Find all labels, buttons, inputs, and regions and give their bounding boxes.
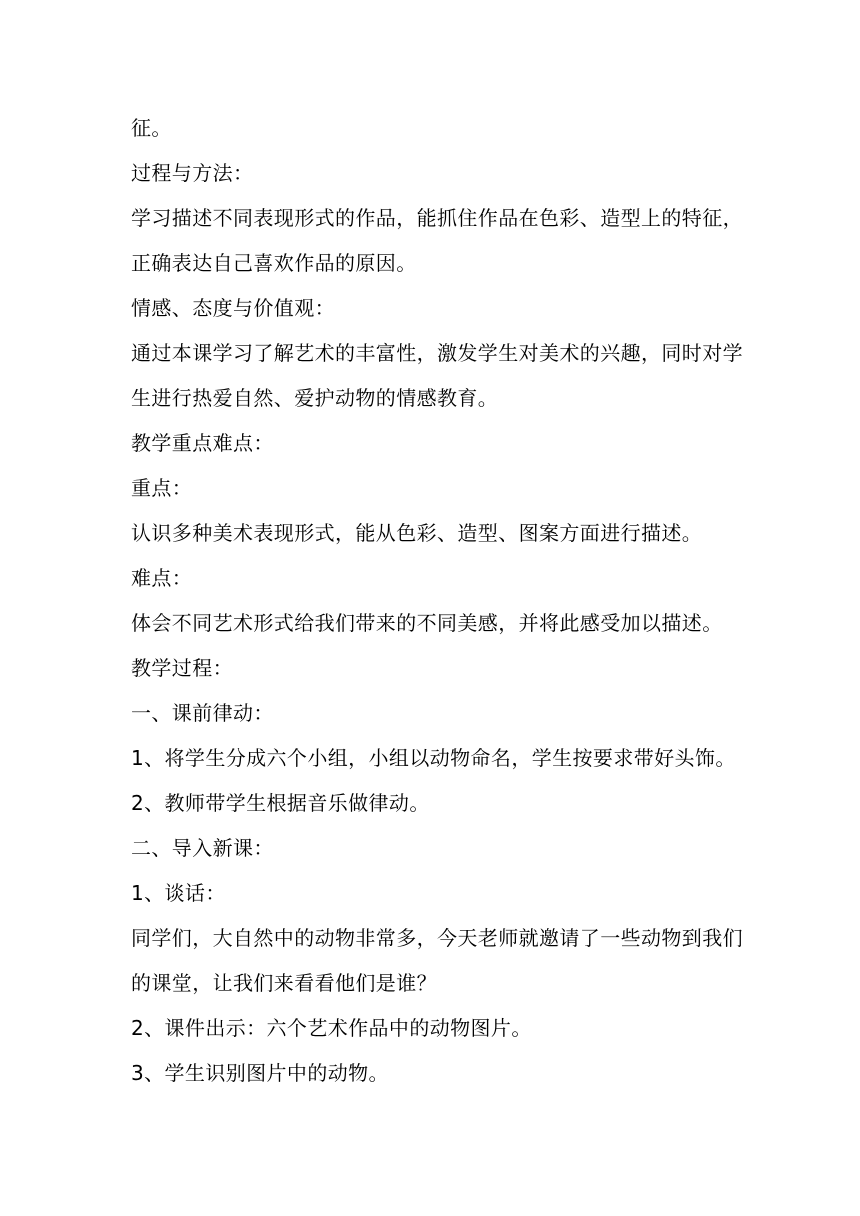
text-line: 的课堂，让我们来看看他们是谁？ [131,971,437,995]
section-heading-process-methods: 过程与方法： [131,161,254,185]
text-line: 征。 [131,116,172,140]
list-item: 2、课件出示：六个艺术作品中的动物图片。 [131,1016,532,1040]
section-heading-emotion-values: 情感、态度与价值观： [131,296,335,320]
subheading-key-point: 重点： [131,476,193,500]
section-heading-teaching-process: 教学过程： [131,656,233,680]
text-line: 同学们，大自然中的动物非常多，今天老师就邀请了一些动物到我们 [131,926,743,950]
subheading-warmup-rhythm: 一、课前律动： [131,701,274,725]
subheading-introduce-new-lesson: 二、导入新课： [131,836,274,860]
list-item: 3、学生识别图片中的动物。 [131,1061,389,1085]
list-item: 2、教师带学生根据音乐做律动。 [131,791,430,815]
section-heading-key-difficult-points: 教学重点难点： [131,431,274,455]
text-line: 通过本课学习了解艺术的丰富性，激发学生对美术的兴趣，同时对学 [131,341,743,365]
text-line: 生进行热爱自然、爱护动物的情感教育。 [131,386,499,410]
subheading-difficult-point: 难点： [131,566,193,590]
list-item: 1、谈话： [131,881,226,905]
text-line: 认识多种美术表现形式，能从色彩、造型、图案方面进行描述。 [131,521,703,545]
list-item: 1、将学生分成六个小组，小组以动物命名，学生按要求带好头饰。 [131,746,736,770]
text-line: 体会不同艺术形式给我们带来的不同美感，并将此感受加以描述。 [131,611,723,635]
text-line: 学习描述不同表现形式的作品，能抓住作品在色彩、造型上的特征， [131,206,743,230]
text-line: 正确表达自己喜欢作品的原因。 [131,251,417,275]
